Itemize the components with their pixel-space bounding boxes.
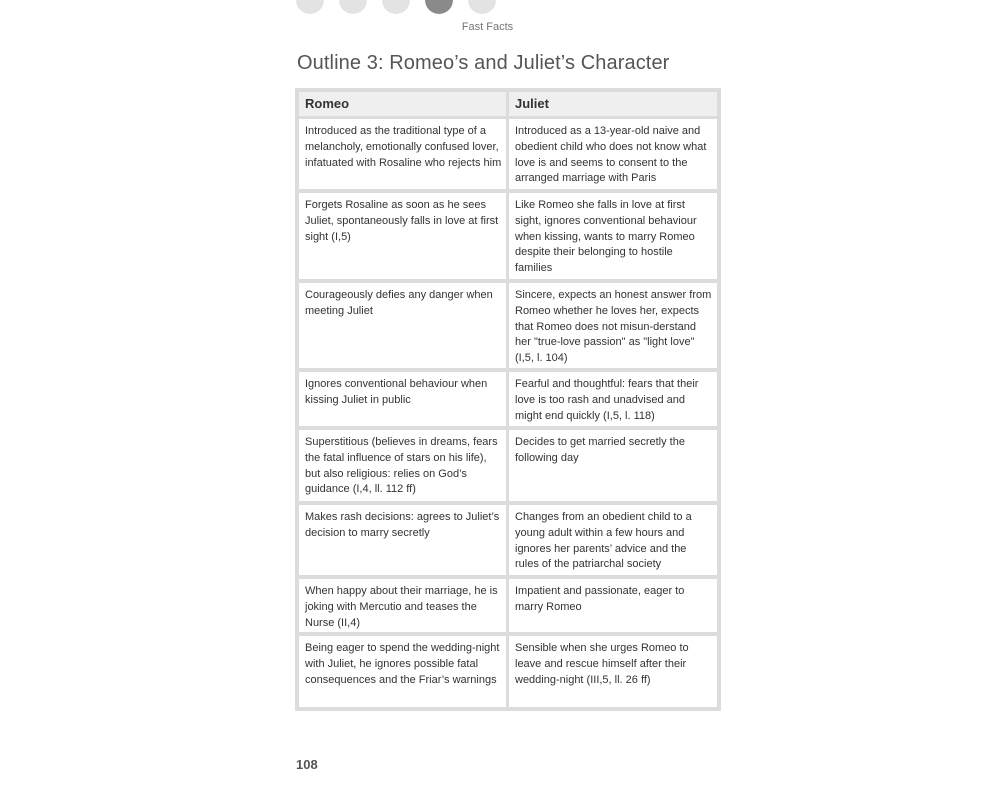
section-tab-5[interactable] [468, 0, 496, 14]
table-cell-romeo: Ignores conventional behaviour when kissing Juliet in public [299, 372, 506, 426]
table-cell-romeo: Being eager to spend the wedding-night with Juliet, he ignores possible fatal consequences and the Friar’s warnings [299, 636, 506, 707]
table-cell-romeo: Introduced as the traditional type of a melancholy, emotionally confused lover, infatuated with Rosaline who rejects him [299, 119, 506, 189]
table-cell-juliet: Introduced as a 13-year-old naive and obedient child who does not know what love is and seems to consent to the arranged marriage with Paris [509, 119, 717, 189]
section-tab-2[interactable] [339, 0, 367, 14]
table-cell-juliet: Fearful and thoughtful: fears that their love is too rash and unadvised and might end quickly (I,5, l. 118) [509, 372, 717, 426]
table-cell-juliet: Sincere, expects an honest answer from Romeo whether he loves her, expects that Romeo does not misun-derstand her "true-love passion" as "light love" (I,5, l. 104) [509, 283, 717, 368]
section-tab-fast-facts[interactable] [425, 0, 453, 14]
section-tabs [296, 0, 511, 14]
table-cell-juliet: Decides to get married secretly the following day [509, 430, 717, 501]
table-cell-romeo: Superstitious (believes in dreams, fears the fatal influence of stars on his life), but also religious: relies on God’s guidance (I,4, ll. 112 ff) [299, 430, 506, 501]
table-cell-romeo: Makes rash decisions: agrees to Juliet’s decision to marry secretly [299, 505, 506, 575]
table-cell-romeo: Forgets Rosaline as soon as he sees Juliet, spontaneously falls in love at first sight (I,5) [299, 193, 506, 279]
page-title: Outline 3: Romeo’s and Juliet’s Character [297, 52, 670, 74]
table-cell-juliet: Like Romeo she falls in love at first sight, ignores conventional behaviour when kissing, wants to marry Romeo despite their belonging to hostile families [509, 193, 717, 279]
section-tab-label: Fast Facts [461, 21, 514, 33]
table-cell-romeo: When happy about their marriage, he is joking with Mercutio and teases the Nurse (II,4) [299, 579, 506, 632]
table-cell-juliet: Sensible when she urges Romeo to leave and rescue himself after their wedding-night (III,5, ll. 26 ff) [509, 636, 717, 707]
table-cell-romeo: Courageously defies any danger when meeting Juliet [299, 283, 506, 368]
section-tab-3[interactable] [382, 0, 410, 14]
section-tab-1[interactable] [296, 0, 324, 14]
table-header-romeo: Romeo [299, 92, 506, 116]
page-number: 108 [296, 757, 318, 772]
table-cell-juliet: Impatient and passionate, eager to marry Romeo [509, 579, 717, 632]
table-header-juliet: Juliet [509, 92, 717, 116]
table-cell-juliet: Changes from an obedient child to a young adult within a few hours and ignores her parents’ advice and the rules of the patriarchal society [509, 505, 717, 575]
